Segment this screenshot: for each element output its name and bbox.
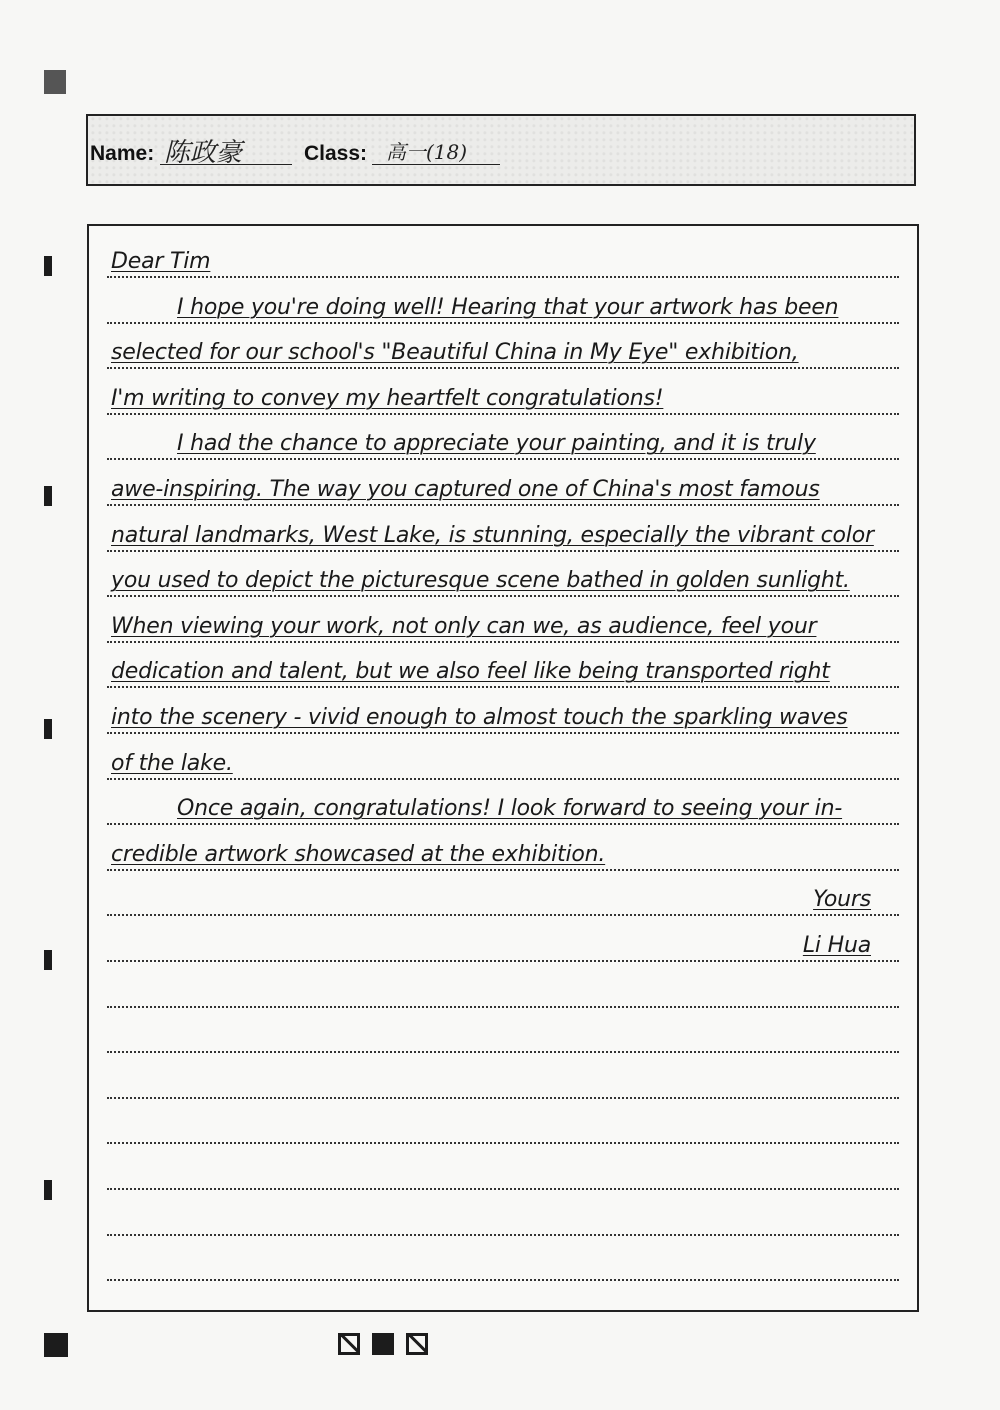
letter-line-text: into the scenery - vivid enough to almost touch the sparkling waves — [111, 705, 848, 730]
letter-line — [107, 1007, 899, 1053]
letter-line — [107, 642, 899, 688]
letter-line — [107, 779, 899, 825]
letter-line-text: When viewing your work, not only can we, as audience, feel your — [111, 613, 817, 639]
side-timing-mark — [44, 256, 52, 276]
letter-line — [107, 323, 899, 369]
corner-registration-mark — [44, 1333, 68, 1357]
letter-line — [107, 460, 899, 506]
student-info-box — [86, 114, 916, 186]
name-value: 陈政豪 — [164, 138, 243, 168]
letter-line — [107, 414, 899, 460]
filled-box-mark — [372, 1333, 394, 1355]
letter-line — [107, 688, 899, 734]
letter-line-text: Once again, congratulations! I look forward to seeing your in- — [177, 796, 843, 822]
side-timing-mark — [44, 486, 52, 506]
letter-line-text: selected for our school's "Beautiful China in My Eye" exhibition, — [111, 340, 799, 366]
letter-line — [107, 734, 899, 780]
letter-line — [107, 597, 899, 643]
letter-line-text: of the lake. — [111, 750, 233, 776]
letter-line-text: Yours — [813, 887, 871, 913]
letter-line-text: awe-inspiring. The way you captured one of China's most famous — [111, 477, 820, 502]
letter-line — [107, 1053, 899, 1099]
letter-line — [107, 1144, 899, 1190]
letter-line — [107, 825, 899, 871]
letter-line — [107, 278, 899, 324]
letter-line — [107, 369, 899, 415]
slashed-box-mark — [338, 1333, 360, 1355]
letter-line-text: I hope you're doing well! Hearing that your artwork has been — [177, 294, 839, 320]
slashed-box-mark — [406, 1333, 428, 1355]
letter-line — [107, 1190, 899, 1236]
letter-line-text: dedication and talent, but we also feel like being transported right — [111, 659, 830, 685]
class-value: 高一(18) — [386, 140, 468, 164]
side-timing-mark — [44, 1180, 52, 1200]
side-timing-mark — [44, 719, 52, 739]
name-underline — [160, 164, 292, 165]
letter-line-text: I'm writing to convey my heartfelt congratulations! — [111, 385, 664, 411]
letter-line — [107, 232, 899, 278]
class-label: Class: — [304, 142, 368, 165]
name-label: Name: — [90, 142, 155, 165]
letter-line — [107, 916, 899, 962]
letter-line-text: Dear Tim — [111, 249, 211, 274]
letter-line-text: Li Hua — [802, 933, 871, 958]
class-underline — [372, 164, 500, 165]
letter-line-text: natural landmarks, West Lake, is stunning, especially the vibrant color — [111, 522, 874, 548]
letter-line — [107, 962, 899, 1008]
letter-line — [107, 506, 899, 552]
letter-line — [107, 1098, 899, 1144]
letter-writing-area — [87, 224, 919, 1312]
letter-line — [107, 870, 899, 916]
side-timing-mark — [44, 950, 52, 970]
letter-line-text: credible artwork showcased at the exhibition. — [111, 841, 606, 867]
letter-line-text: I had the chance to appreciate your painting, and it is truly — [177, 431, 816, 457]
letter-line — [107, 1235, 899, 1281]
letter-line — [107, 551, 899, 597]
letter-line-text: you used to depict the picturesque scene bathed in golden sunlight. — [111, 568, 850, 594]
corner-registration-mark — [44, 70, 66, 94]
